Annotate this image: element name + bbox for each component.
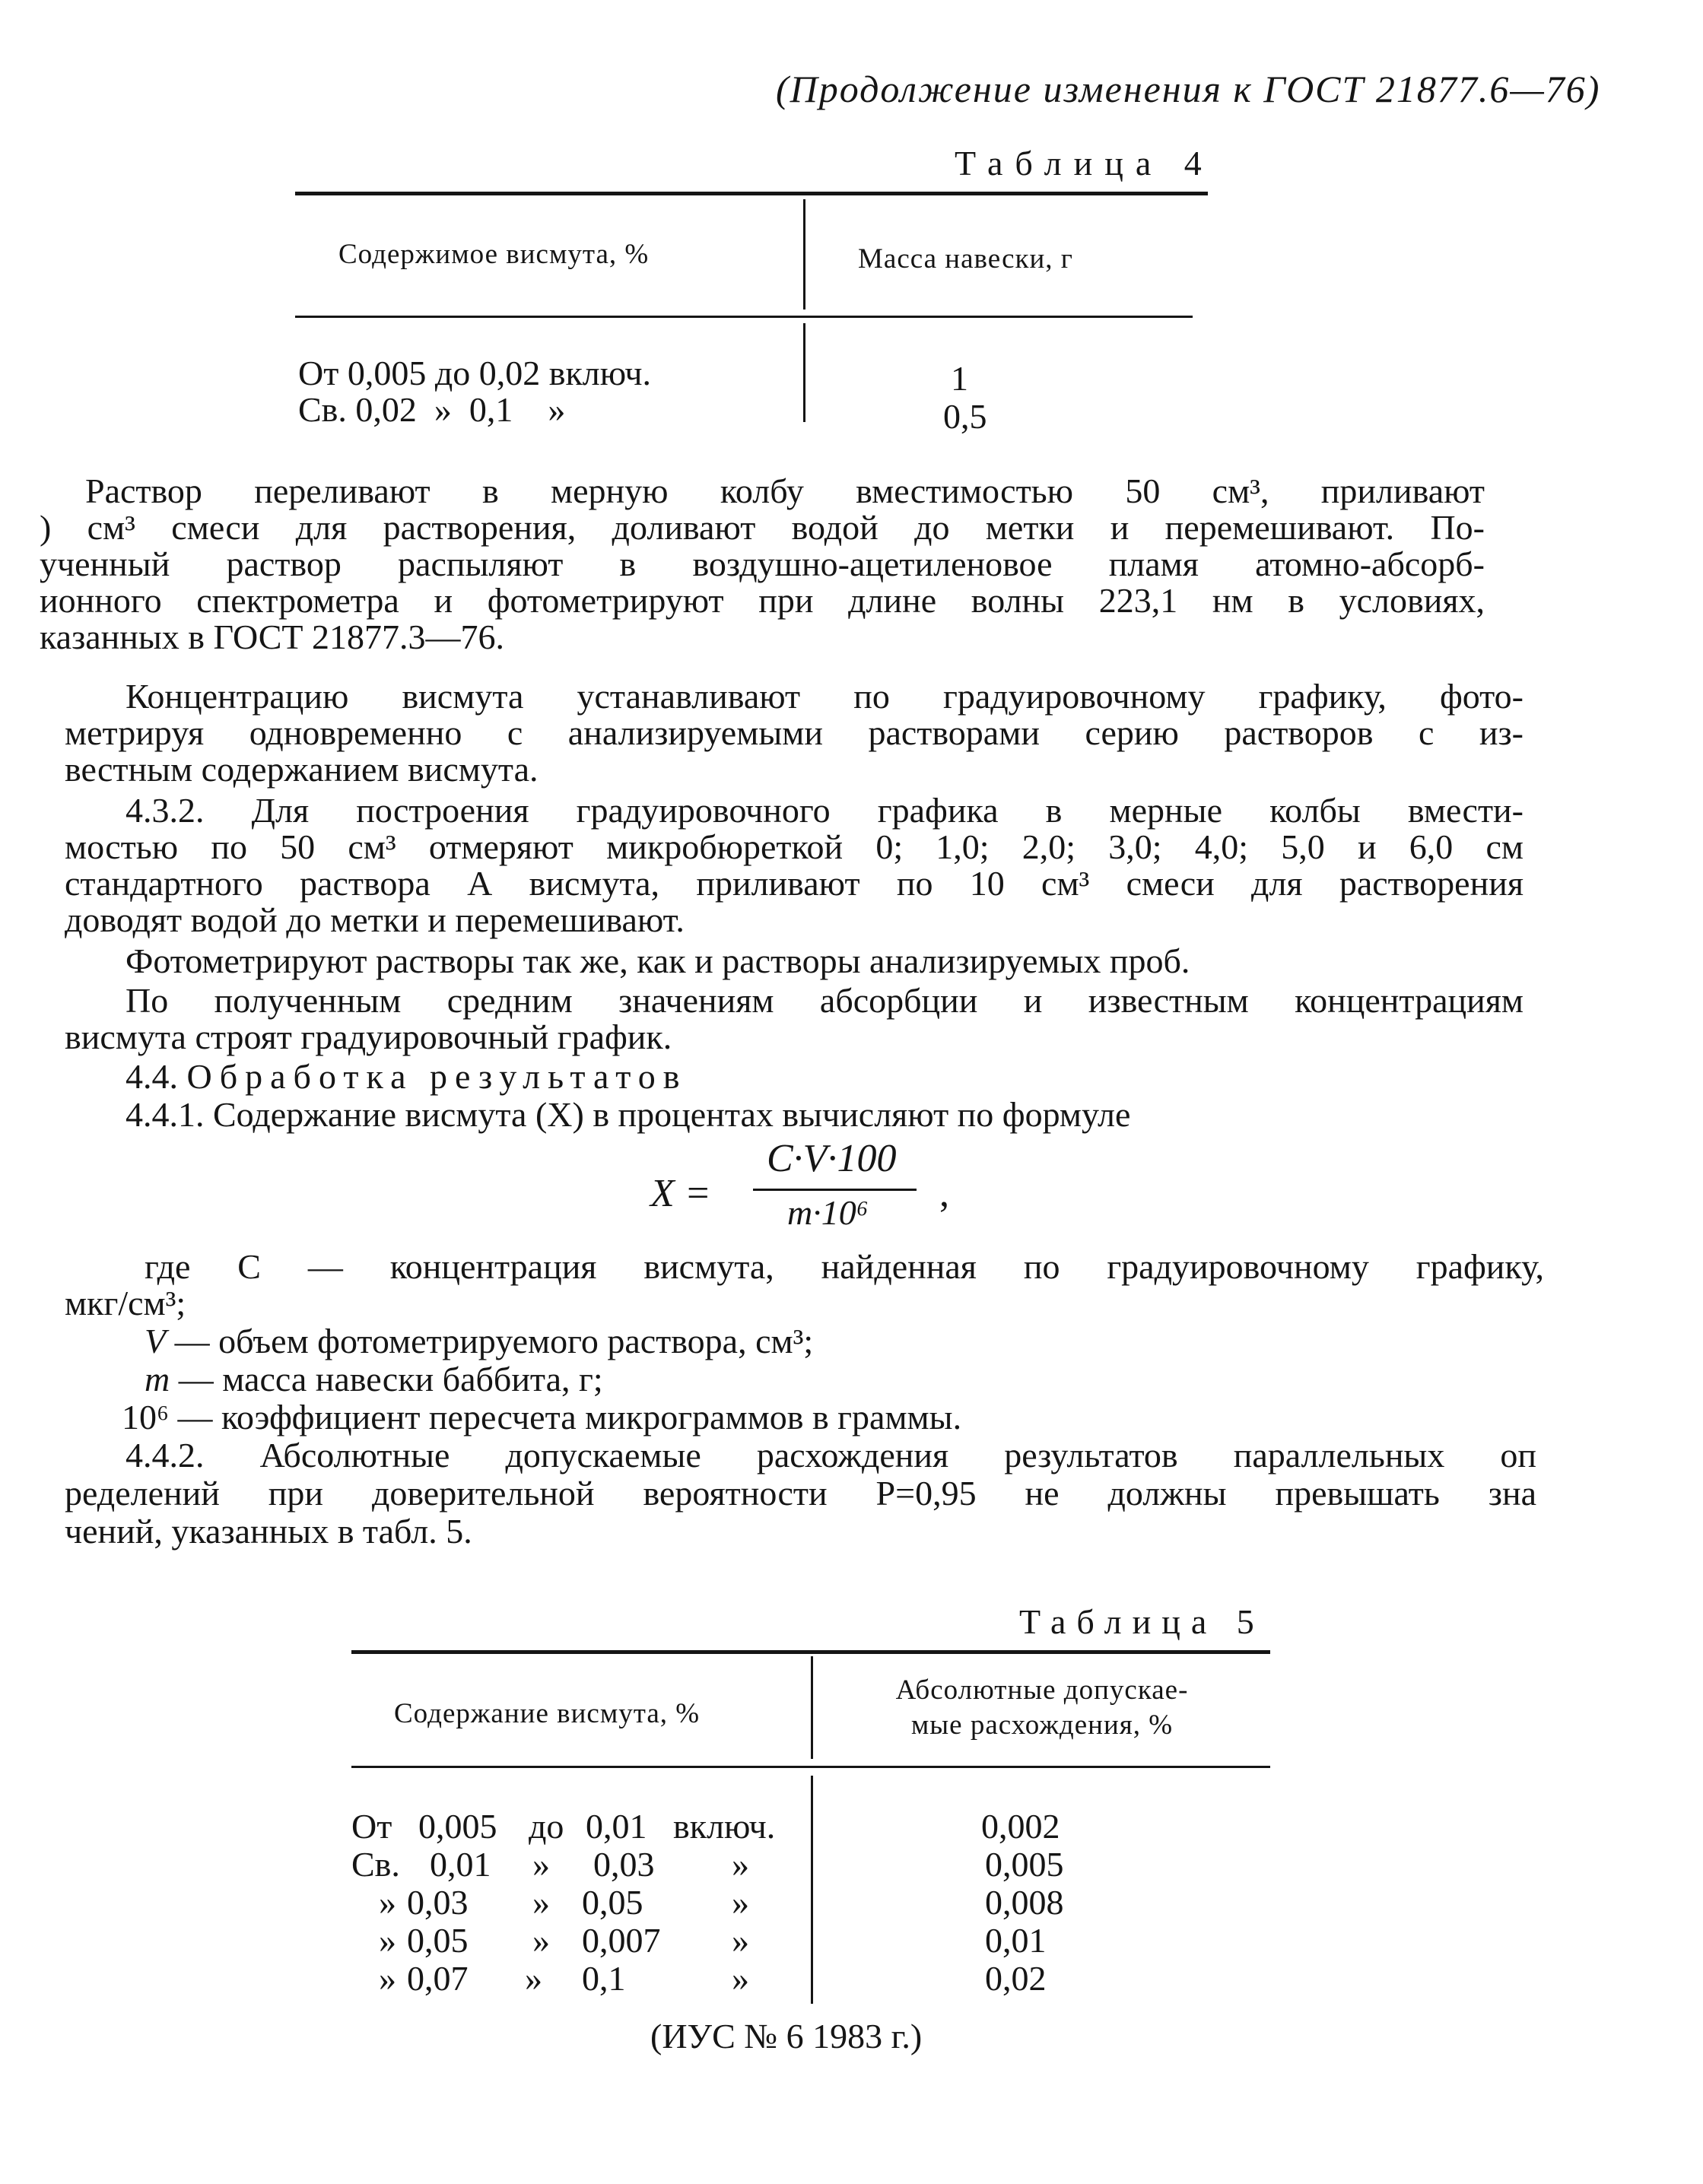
paragraph-line: казанных в ГОСТ 21877.3—76. (40, 617, 505, 656)
table-5-value: 0,01 (985, 1921, 1047, 1960)
table-5-cell: 0,1 (582, 1959, 626, 1998)
paragraph-line: стандартного раствора А висмута, приливают по 10 см³ смеси для растворения (65, 864, 1523, 903)
table-4-row-1-value: 1 (951, 359, 968, 398)
table-5-value: 0,02 (985, 1959, 1047, 1998)
table-5-cell: » (532, 1921, 550, 1960)
paragraph-line: Концентрацию висмута устанавливают по градуировочному графику, фото- (126, 677, 1523, 716)
table-5-cell: 0,01 (586, 1807, 647, 1846)
table-5-caption: Таблица 5 (1019, 1602, 1265, 1641)
table-4-row-1-range: От 0,005 до 0,02 включ. (298, 354, 651, 392)
table-5-cell: 0,05 (582, 1883, 643, 1922)
table-5-cell: 0,005 (418, 1807, 497, 1846)
table-5-cell: » (525, 1959, 542, 1998)
table-5-value: 0,005 (985, 1845, 1064, 1884)
table-5-cell: 0,03 (593, 1845, 655, 1884)
formula-trailing: , (939, 1172, 949, 1215)
formula-denominator: m·10⁶ (787, 1193, 869, 1232)
paragraph-photometry: Фотометрируют растворы так же, как и растворы анализируемых проб. (126, 941, 1190, 980)
table-5-header-rule (351, 1766, 1270, 1768)
table-5-cell: до (529, 1807, 564, 1846)
paragraph-line: вестным содержанием висмута. (65, 750, 539, 789)
paragraph-line: 4.4.2. Абсолютные допускаемые расхождения результатов параллельных оп (126, 1436, 1536, 1475)
table-5-cell: » (732, 1959, 749, 1998)
legend-item (145, 1322, 813, 1360)
table-4-col2-header: Масса навески, г (858, 243, 1073, 275)
section-title: Обработка результатов (186, 1057, 688, 1096)
formula-lhs: X = (650, 1172, 711, 1215)
table-5-value: 0,002 (981, 1807, 1060, 1846)
paragraph-line: 4.3.2. Для построения градуировочного графика в мерные колбы вмести- (126, 791, 1523, 830)
table-5-cell: 0,007 (582, 1921, 661, 1960)
paragraph-line: По полученным средним значениям абсорбции и известным концентрациям (126, 981, 1523, 1020)
table-4-caption: Таблица 4 (955, 144, 1214, 183)
table-5-top-rule (351, 1650, 1270, 1654)
legend-symbol: V (145, 1322, 167, 1360)
table-5-value: 0,008 (985, 1883, 1064, 1922)
table-5-col1-header: Содержание висмута, % (394, 1698, 701, 1729)
table-4-top-rule (295, 192, 1208, 195)
fraction-bar (753, 1189, 917, 1191)
table-5-cell: » (532, 1883, 550, 1922)
table-5-cell: » (379, 1883, 396, 1922)
table-4-header-rule (295, 316, 1193, 318)
paragraph-line: ученный раствор распыляют в воздушно-ацетиленовое пламя атомно-абсорб- (40, 544, 1485, 583)
legend-text: — масса навески баббита, г; (178, 1360, 603, 1398)
table-4-row-2-value: 0,5 (943, 397, 987, 436)
table-5-cell: 0,05 (407, 1921, 469, 1960)
table-5-col2-header-line: Абсолютные допускае- (895, 1675, 1189, 1706)
table-5-header-divider (811, 1656, 813, 1759)
paragraph-4-4-1: 4.4.1. Содержание висмута (X) в процентах вычисляют по формуле (126, 1095, 1131, 1134)
section-number: 4.4. (126, 1057, 178, 1096)
table-5-cell: 0,03 (407, 1883, 469, 1922)
paragraph-line: ределений при доверительной вероятности P=0,95 не должны превышать зна (65, 1474, 1536, 1513)
table-5-cell: » (532, 1845, 550, 1884)
paragraph-line: метрируя одновременно с анализируемыми растворами серию растворов с из- (65, 713, 1523, 752)
paragraph-line: Раствор переливают в мерную колбу вместимостью 50 см³, приливают (85, 471, 1485, 510)
legend-symbol: 10⁶ (122, 1398, 170, 1436)
table-5-cell: 0,07 (407, 1959, 469, 1998)
table-5-cell: 0,01 (430, 1845, 491, 1884)
table-5-col2-header (837, 1673, 1247, 1743)
legend-line: мкг/см³; (65, 1284, 186, 1322)
table-5-body-divider (811, 1776, 813, 2004)
legend-item (122, 1398, 961, 1436)
legend-symbol: m (145, 1360, 170, 1398)
legend-text: — объем фотометрируемого раствора, см³; (174, 1322, 814, 1360)
section-heading (126, 1057, 687, 1096)
legend-line: где C — концентрация висмута, найденная по градуировочному графику, (145, 1247, 1544, 1286)
paragraph-line: ) см³ смеси для растворения, доливают водой до метки и перемешивают. По- (40, 508, 1485, 547)
table-4-row-2-range: Св. 0,02 » 0,1 » (298, 390, 566, 429)
table-5-cell: » (379, 1959, 396, 1998)
paragraph-line: чений, указанных в табл. 5. (65, 1512, 472, 1551)
paragraph-line: висмута строят градуировочный график. (65, 1017, 672, 1056)
table-5-cell: » (732, 1845, 749, 1884)
table-5-cell: » (379, 1921, 396, 1960)
table-5-cell: » (732, 1921, 749, 1960)
paragraph-line: ионного спектрометра и фотометрируют при длине волны 223,1 нм в условиях, (40, 581, 1485, 620)
formula-numerator: C·V·100 (767, 1137, 897, 1180)
table-4-header-divider (803, 199, 805, 310)
table-5-col2-header-line: мые расхождения, % (910, 1709, 1174, 1741)
page-header: (Продолжение изменения к ГОСТ 21877.6—76) (776, 68, 1601, 110)
table-5-cell: включ. (673, 1807, 776, 1846)
table-5-cell: От (351, 1807, 392, 1846)
table-5-cell: Св. (351, 1845, 400, 1884)
paragraph-line: доводят водой до метки и перемешивают. (65, 900, 685, 939)
table-4-body-divider (803, 323, 805, 422)
table-4-col1-header: Содержимое висмута, % (338, 239, 650, 270)
table-5-cell: » (732, 1883, 749, 1922)
page-footer: (ИУС № 6 1983 г.) (650, 2017, 923, 2055)
legend-item (145, 1360, 603, 1398)
paragraph-line: мостью по 50 см³ отмеряют микробюреткой 0; 1,0; 2,0; 3,0; 4,0; 5,0 и 6,0 см (65, 827, 1523, 866)
legend-text: — коэффициент пересчета микрограммов в граммы. (177, 1398, 962, 1436)
